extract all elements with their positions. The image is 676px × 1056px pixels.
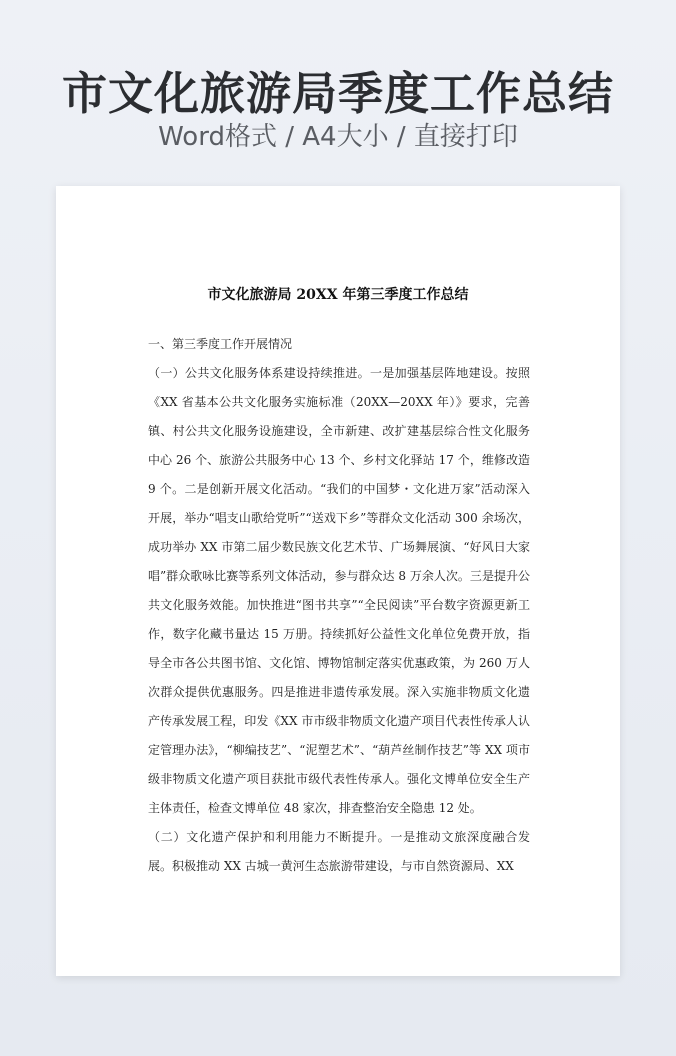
section-heading: 一、第三季度工作开展情况 bbox=[148, 337, 293, 351]
document-preview bbox=[56, 186, 620, 976]
paragraph: （一）公共文化服务体系建设持续推进。一是加强基层阵地建设。按照《XX 省基本公共文化服务实施标准（20XX—20XX 年）》要求，完善镇、村公共文化服务设施建设，全市新建、改扩建基层综合性文化服务中心 26 个、旅游公共服务中心 13 个、乡村文化驿站 17 个，维修改造 9 个。二是创新开展文化活动。“我们的中国梦・文化进万家”活动深入开展，举办“唱支山歌给党听”“送戏下乡”等群众文化活动 300 余场次，成功举办 XX 市第二届少数民族文化艺术节、广场舞展演、“好风日大家唱”群众歌咏比赛等系列文体活动，参与群众达 8 万余人次。三是提升公共文化服务效能。加快推进“图书共享”“全民阅读”平台数字资源更新工作，数字化藏书量达 15 万册。持续抓好公益性文化单位免费开放，指导全市各公共图书馆、文化馆、博物馆制定落实优惠政策，为 260 万人次群众提供优惠服务。四是推进非遗传承发展。深入实施非物质文化遗产传承发展工程，印发《XX 市市级非物质文化遗产项目代表性传承人认定管理办法》，“柳编技艺”、“泥塑艺术”、“葫芦丝制作技艺”等 XX 项市级非物质文化遗产项目获批市级代表性传承人。强化文博单位安全生产主体责任，检查文博单位 48 家次，排查整治安全隐患 12 处。 bbox=[148, 366, 530, 815]
page-title: 市文化旅游局季度工作总结 bbox=[61, 67, 614, 120]
page-subtitle: Word格式 / A4大小 / 直接打印 bbox=[158, 122, 518, 152]
document-title: 市文化旅游局 20XX 年第三季度工作总结 bbox=[207, 287, 469, 303]
document-body bbox=[148, 330, 530, 881]
paragraph: （二）文化遗产保护和利用能力不断提升。一是推动文旅深度融合发展。积极推动 XX 古城一黄河生态旅游带建设，与市自然资源局、XX bbox=[148, 830, 530, 873]
